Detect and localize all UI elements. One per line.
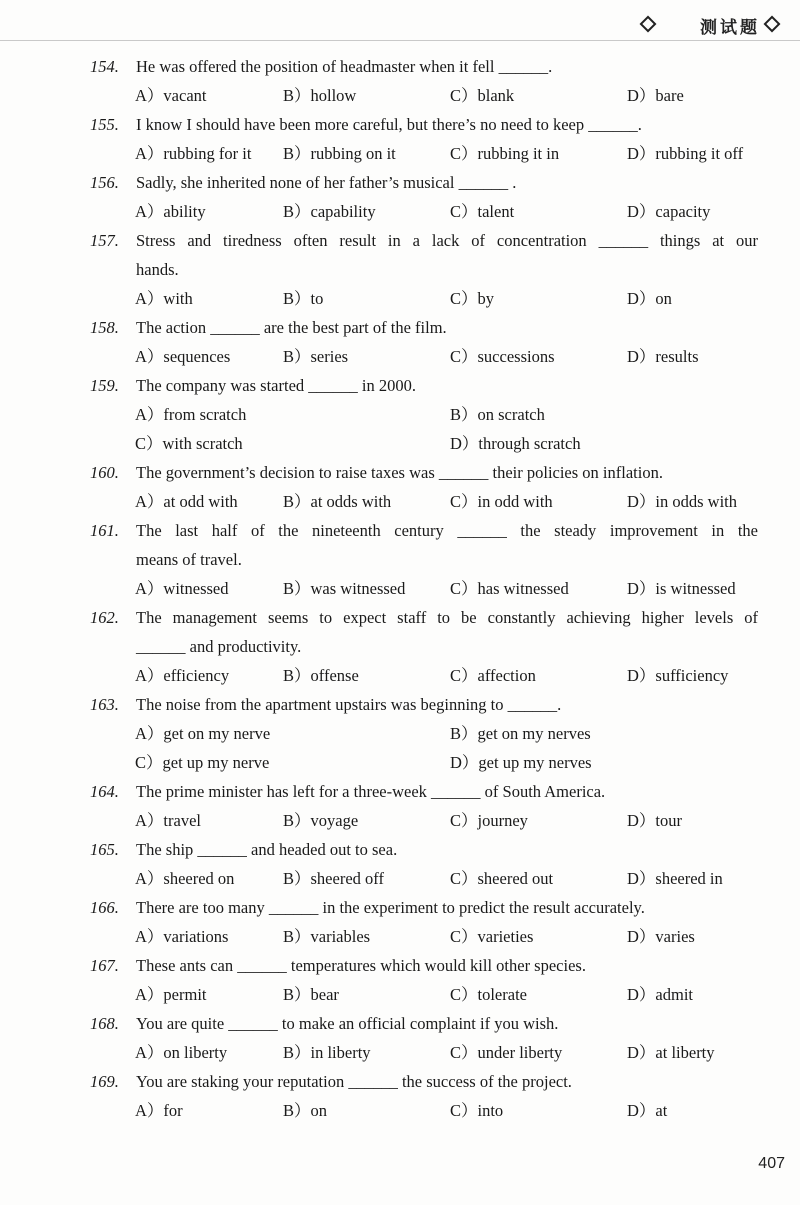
question-stem-text: The last half of the nineteenth century ______ the steady improvement in the (136, 521, 758, 540)
options-row (0, 806, 800, 835)
answer-option[interactable]: A）on liberty (135, 1043, 228, 1062)
answer-option[interactable]: B）rubbing on it (283, 144, 396, 163)
question-stem-line (0, 226, 800, 255)
question-stem-text: He was offered the position of headmaster when it fell ______. (136, 57, 553, 76)
answer-option[interactable]: B）at odds with (283, 492, 392, 511)
question-stem-line (0, 835, 800, 864)
question-stem-text: I know I should have been more careful, but there’s no need to keep ______. (136, 115, 642, 134)
answer-option[interactable]: D）at liberty (627, 1043, 715, 1062)
answer-option[interactable]: A）sheered on (135, 869, 235, 888)
answer-option[interactable]: A）rubbing for it (135, 144, 252, 163)
answer-option[interactable]: B）on (283, 1101, 328, 1120)
options-row (0, 284, 800, 313)
question-item (0, 1067, 800, 1125)
options-row (0, 81, 800, 110)
options-row (0, 980, 800, 1009)
options-row (0, 574, 800, 603)
question-item (0, 516, 800, 603)
answer-option[interactable]: C）tolerate (450, 985, 527, 1004)
question-item (0, 168, 800, 226)
question-item (0, 226, 800, 313)
options-row (0, 400, 800, 429)
question-stem-line (0, 1067, 800, 1096)
question-number: 154. (90, 57, 119, 76)
question-stem-text: means of travel. (136, 550, 242, 569)
answer-option[interactable]: D）results (627, 347, 699, 366)
options-row (0, 139, 800, 168)
question-number: 168. (90, 1014, 119, 1033)
answer-option[interactable]: A）efficiency (135, 666, 230, 685)
question-stem-text: The action ______ are the best part of the film. (136, 318, 447, 337)
answer-option[interactable]: D）varies (627, 927, 695, 946)
page-header (0, 0, 800, 41)
answer-option[interactable]: D）rubbing it off (627, 144, 744, 163)
options-row (0, 922, 800, 951)
question-item (0, 893, 800, 951)
question-stem-text: ______ and productivity. (136, 637, 302, 656)
question-number: 164. (90, 782, 119, 801)
answer-option[interactable]: A）at odd with (135, 492, 238, 511)
question-stem-line (0, 371, 800, 400)
question-stem-line (0, 545, 800, 574)
answer-option[interactable]: C）by (450, 289, 495, 308)
answer-option[interactable]: C）with scratch (135, 434, 243, 453)
answer-option[interactable]: C）blank (450, 86, 515, 105)
options-row (0, 748, 800, 777)
answer-option[interactable]: D）at (627, 1101, 668, 1120)
answer-option[interactable]: B）in liberty (283, 1043, 371, 1062)
answer-option[interactable]: A）witnessed (135, 579, 229, 598)
question-stem-line (0, 52, 800, 81)
question-item (0, 603, 800, 690)
question-item (0, 690, 800, 777)
question-stem-line (0, 951, 800, 980)
options-row (0, 864, 800, 893)
answer-option[interactable]: B）get on my nerves (450, 724, 591, 743)
options-row (0, 1096, 800, 1125)
answer-option[interactable]: B）variables (283, 927, 371, 946)
answer-option[interactable]: B）was witnessed (283, 579, 406, 598)
question-number: 162. (90, 608, 119, 627)
question-number: 161. (90, 521, 119, 540)
answer-option[interactable]: B）offense (283, 666, 359, 685)
options-row (0, 661, 800, 690)
question-stem-line (0, 110, 800, 139)
question-number: 167. (90, 956, 119, 975)
options-row (0, 719, 800, 748)
answer-option[interactable]: C）get up my nerve (135, 753, 270, 772)
answer-option[interactable]: C）under liberty (450, 1043, 563, 1062)
answer-option[interactable]: A）variations (135, 927, 229, 946)
answer-option[interactable]: A）with (135, 289, 193, 308)
question-stem-line (0, 458, 800, 487)
header-title: 测试题 (700, 18, 760, 38)
question-number: 157. (90, 231, 119, 250)
answer-option[interactable]: C）successions (450, 347, 555, 366)
answer-option[interactable]: B）hollow (283, 86, 357, 105)
options-row (0, 1038, 800, 1067)
question-stem-line (0, 603, 800, 632)
answer-option[interactable]: D）on (627, 289, 672, 308)
options-row (0, 342, 800, 371)
answer-option[interactable]: D）is witnessed (627, 579, 736, 598)
question-stem-text: The government’s decision to raise taxes was ______ their policies on inflation. (136, 463, 663, 482)
answer-option[interactable]: C）talent (450, 202, 515, 221)
diamond-icon (640, 16, 657, 33)
answer-option[interactable]: C）journey (450, 811, 528, 830)
question-stem-line (0, 255, 800, 284)
question-stem-line (0, 516, 800, 545)
answer-option[interactable]: D）tour (627, 811, 682, 830)
question-item (0, 777, 800, 835)
answer-option[interactable]: C）has witnessed (450, 579, 569, 598)
question-stem-text: Stress and tiredness often result in a lack of concentration ______ things at our (136, 231, 758, 250)
question-stem-line (0, 690, 800, 719)
answer-option[interactable]: A）for (135, 1101, 183, 1120)
question-stem-line (0, 893, 800, 922)
answer-option[interactable]: B）series (283, 347, 349, 366)
answer-option[interactable]: D）sufficiency (627, 666, 729, 685)
question-item (0, 951, 800, 1009)
answer-option[interactable]: B）sheered off (283, 869, 384, 888)
question-number: 163. (90, 695, 119, 714)
question-stem-line (0, 632, 800, 661)
question-stem-text: The ship ______ and headed out to sea. (136, 840, 398, 859)
question-stem-text: There are too many ______ in the experiment to predict the result accurately. (136, 898, 645, 917)
question-stem-line (0, 1009, 800, 1038)
question-number: 159. (90, 376, 119, 395)
answer-option[interactable]: C）into (450, 1101, 504, 1120)
question-stem-text: You are staking your reputation ______ the success of the project. (136, 1072, 572, 1091)
question-number: 165. (90, 840, 119, 859)
question-stem-text: You are quite ______ to make an official complaint if you wish. (136, 1014, 559, 1033)
page-number: 407 (758, 1155, 785, 1172)
answer-option[interactable]: B）voyage (283, 811, 359, 830)
answer-option[interactable]: C）affection (450, 666, 536, 685)
question-stem-text: The company was started ______ in 2000. (136, 376, 416, 395)
question-number: 160. (90, 463, 119, 482)
question-item (0, 835, 800, 893)
answer-option[interactable]: B）capability (283, 202, 376, 221)
answer-option[interactable]: A）from scratch (135, 405, 247, 424)
diamond-icon (764, 16, 781, 33)
question-item (0, 313, 800, 371)
answer-option[interactable]: B）on scratch (450, 405, 545, 424)
question-item (0, 52, 800, 110)
question-stem-text: Sadly, she inherited none of her father’s musical ______ . (136, 173, 517, 192)
options-row (0, 487, 800, 516)
question-number: 156. (90, 173, 119, 192)
question-number: 158. (90, 318, 119, 337)
answer-option[interactable]: D）through scratch (450, 434, 581, 453)
answer-option[interactable]: A）permit (135, 985, 207, 1004)
question-number: 155. (90, 115, 119, 134)
answer-option[interactable]: C）in odd with (450, 492, 553, 511)
answer-option[interactable]: D）get up my nerves (450, 753, 592, 772)
answer-option[interactable]: D）admit (627, 985, 693, 1004)
question-stem-text: The management seems to expect staff to be constantly achieving higher levels of (136, 608, 758, 627)
question-stem-line (0, 777, 800, 806)
question-stem-text: The noise from the apartment upstairs was beginning to ______. (136, 695, 562, 714)
answer-option[interactable]: A）sequences (135, 347, 231, 366)
question-stem-text: The prime minister has left for a three-week ______ of South America. (136, 782, 606, 801)
answer-option[interactable]: D）capacity (627, 202, 711, 221)
question-stem-text: These ants can ______ temperatures which would kill other species. (136, 956, 586, 975)
question-number: 169. (90, 1072, 119, 1091)
answer-option[interactable]: C）varieties (450, 927, 534, 946)
answer-option[interactable]: A）ability (135, 202, 206, 221)
question-item (0, 371, 800, 458)
answer-option[interactable]: D）bare (627, 86, 684, 105)
question-number: 166. (90, 898, 119, 917)
question-list (0, 52, 800, 1125)
question-item (0, 110, 800, 168)
question-stem-line (0, 168, 800, 197)
answer-option[interactable]: B）to (283, 289, 324, 308)
answer-option[interactable]: C）sheered out (450, 869, 554, 888)
answer-option[interactable]: A）get on my nerve (135, 724, 271, 743)
answer-option[interactable]: D）in odds with (627, 492, 738, 511)
question-item (0, 458, 800, 516)
answer-option[interactable]: C）rubbing it in (450, 144, 560, 163)
answer-option[interactable]: A）vacant (135, 86, 207, 105)
question-stem-line (0, 313, 800, 342)
answer-option[interactable]: D）sheered in (627, 869, 723, 888)
question-stem-text: hands. (136, 260, 179, 279)
answer-option[interactable]: B）bear (283, 985, 339, 1004)
options-row (0, 197, 800, 226)
question-item (0, 1009, 800, 1067)
answer-option[interactable]: A）travel (135, 811, 201, 830)
options-row (0, 429, 800, 458)
